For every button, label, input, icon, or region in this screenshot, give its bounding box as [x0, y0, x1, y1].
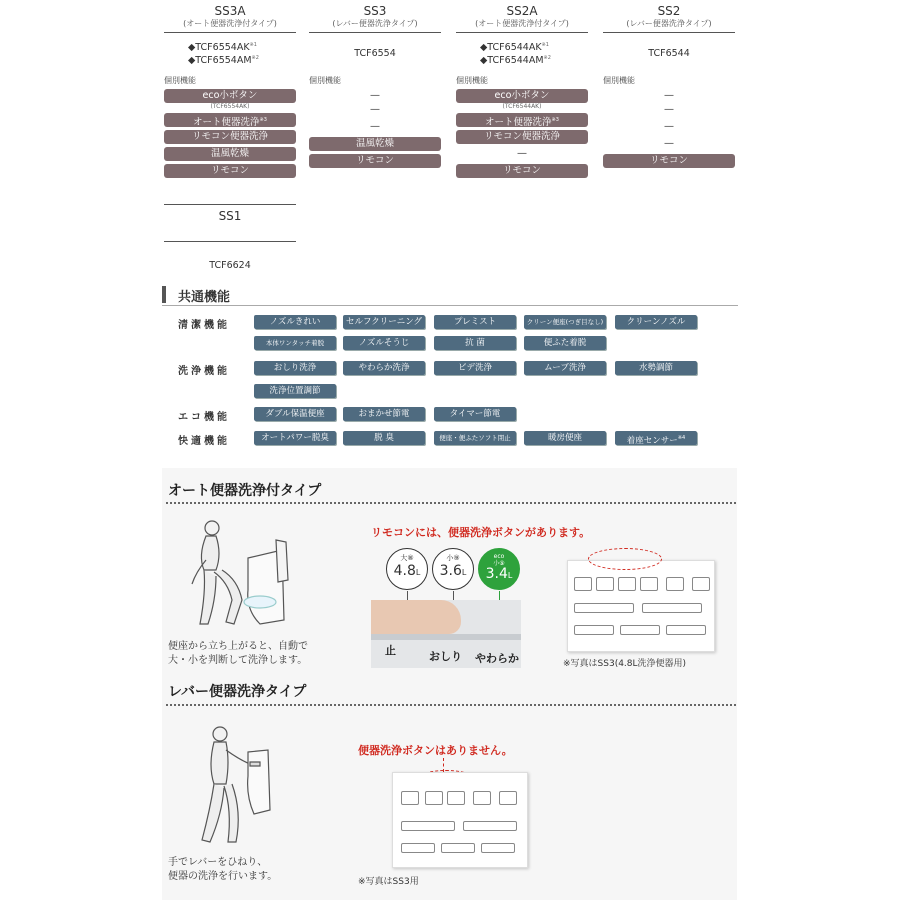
feature-tag: クリーンノズル: [615, 315, 697, 329]
feature-pill: [164, 147, 296, 161]
feature-tag: オートパワー脱臭: [254, 431, 336, 445]
feature-tag: ノズルきれい: [254, 315, 336, 329]
feature-pill: [164, 113, 296, 127]
feature-label: 個別機能: [603, 76, 635, 85]
model-code-text: TCF6544: [648, 47, 690, 59]
common-features-header: [162, 284, 738, 306]
footnote-mark: ※1: [249, 41, 257, 48]
feature-tag: セルフクリーニング: [343, 315, 425, 329]
badge-unit: L: [507, 571, 513, 580]
badge-value-number: 3.6: [439, 563, 462, 579]
dotted-divider: [166, 502, 736, 504]
feature-pill: [309, 137, 441, 151]
model-ss3: [309, 4, 441, 171]
model-type: (レバー便器洗浄タイプ): [626, 19, 712, 28]
remote-button: [692, 577, 710, 591]
remote-button: [666, 577, 684, 591]
remote-control-photo: [567, 560, 715, 652]
flush-badge-small: [432, 548, 474, 590]
remote-button: [574, 577, 592, 591]
badge-value: [433, 562, 473, 582]
feature-tag: 便座・便ふたソフト閉止: [434, 431, 516, 445]
remote-button: [574, 625, 614, 635]
feature-pill: [164, 130, 296, 144]
feature-note: (TCF6554AK): [210, 103, 250, 110]
model-ss2a: [456, 4, 588, 181]
badge-caption: [479, 553, 519, 567]
feature-pill: [456, 89, 588, 103]
row-label-eco: エコ機能: [178, 412, 230, 423]
model-codes: [164, 37, 296, 69]
feature-absent: —: [370, 104, 380, 115]
tag-label: 着座センサー: [626, 435, 678, 445]
model-name: SS1: [218, 209, 242, 223]
remote-button: [499, 791, 517, 805]
remote-key-label: おしり: [429, 650, 462, 663]
remote-button: [666, 625, 706, 635]
badge-caption-text: 大: [400, 554, 408, 562]
model-name: SS3: [363, 4, 387, 18]
description-line: 大・小を判断して洗浄します。: [168, 655, 308, 666]
footnote-mark: ※2: [251, 55, 259, 61]
lever-section-title: レバー便器洗浄タイプ: [168, 684, 307, 700]
model-code: [603, 48, 735, 59]
person-standing-toilet-illustration: [186, 520, 296, 632]
row-label-washing: 洗浄機能: [178, 366, 230, 377]
feature-pill: [456, 164, 588, 178]
model-ss2: [603, 4, 735, 171]
badge-caption-sub: 小⑨: [493, 560, 505, 567]
model-type: (オート便器洗浄付タイプ): [475, 19, 569, 28]
model-code: [188, 53, 259, 66]
model-name: SS2: [657, 4, 681, 18]
remote-button: [574, 603, 634, 613]
remote-button: [441, 843, 475, 853]
auto-description: [168, 640, 308, 668]
model-type: (レバー便器洗浄タイプ): [332, 19, 418, 28]
model-code-text: ◆TCF6544AM: [480, 55, 544, 67]
remote-button: [620, 625, 660, 635]
remote-key-label: 止: [385, 644, 396, 657]
model-name: SS3A: [214, 4, 246, 18]
auto-red-callout: リモコンには、便器洗浄ボタンがあります。: [371, 526, 591, 539]
model-codes: [603, 37, 735, 69]
feature-tag: おまかせ節電: [343, 407, 425, 421]
badge-caption-text: eco: [493, 553, 505, 560]
feature-tag: やわらか洗浄: [343, 361, 425, 375]
lever-description: [168, 856, 277, 884]
feature-absent: —: [370, 121, 380, 132]
model-codes: [309, 37, 441, 69]
lever-red-callout: 便器洗浄ボタンはありません。: [358, 744, 513, 757]
badge-caption-mark: ⑨: [453, 554, 460, 562]
divider: [456, 32, 588, 33]
header-bar: [162, 286, 166, 303]
badge-unit: L: [461, 568, 467, 577]
row-label-cleanliness: 清潔機能: [178, 320, 230, 331]
feature-pill-label: オート便器洗浄: [193, 117, 260, 129]
feature-label: 個別機能: [164, 76, 196, 85]
feature-tag: 脱 臭: [343, 431, 425, 445]
feature-pill-label: リモコン: [210, 165, 249, 176]
divider: [309, 32, 441, 33]
feature-pill: [603, 154, 735, 168]
footnote-mark: ※2: [543, 55, 551, 61]
model-code-text: TCF6554: [354, 47, 396, 59]
remote-button: [618, 577, 636, 591]
flush-badge-eco: [478, 548, 520, 590]
description-line: 便座から立ち上がると、自動で: [168, 641, 308, 652]
description-line: 便器の洗浄を行います。: [168, 871, 278, 882]
feature-pill-label: リモコン便器洗浄: [191, 131, 268, 142]
badge-value: [479, 567, 519, 583]
common-features-title: 共通機能: [178, 290, 231, 305]
model-codes: [456, 37, 588, 69]
finger-shape: [371, 600, 461, 634]
feature-tag: ムーブ洗浄: [524, 361, 606, 375]
feature-tag: 暖房便座: [524, 431, 606, 445]
remote-button: [596, 577, 614, 591]
feature-absent: —: [664, 121, 674, 132]
description-line: 手でレバーをひねり、: [168, 857, 268, 868]
model-code: [480, 40, 549, 53]
feature-tag: 洗浄位置調節: [254, 384, 336, 398]
feature-tag: ビデ洗浄: [434, 361, 516, 375]
feature-pill-label: eco小ボタン: [202, 90, 258, 101]
footnote-mark: ※1: [541, 41, 549, 48]
tag-footnote-mark: ※4: [677, 435, 686, 441]
model-code: [480, 53, 551, 66]
remote-button: [425, 791, 443, 805]
remote-button: [401, 821, 455, 831]
badge-value-number: 3.4: [485, 566, 508, 582]
badge-caption-mark: ⑧: [407, 554, 414, 562]
feature-tag: タイマー節電: [434, 407, 516, 421]
feature-tag: ノズルそうじ: [343, 336, 425, 350]
feature-absent: —: [517, 148, 527, 159]
feature-label: 個別機能: [309, 76, 341, 85]
model-code-text: ◆TCF6544AK: [480, 42, 542, 53]
badge-value: [387, 562, 427, 582]
feature-pill-label: 温風乾燥: [355, 138, 394, 149]
feature-pill-label: リモコン: [649, 155, 688, 166]
feature-note: (TCF6544AK): [502, 103, 542, 110]
person-lever-toilet-illustration: [188, 726, 278, 846]
feature-pill-label: リモコン: [355, 155, 394, 166]
button-row-shade: [371, 634, 521, 640]
feature-pill: [164, 164, 296, 178]
badge-caption: [433, 554, 473, 562]
highlight-oval: [588, 548, 662, 570]
model-code: [309, 48, 441, 59]
row-label-comfort: 快適機能: [178, 436, 230, 447]
remote-button: [473, 791, 491, 805]
feature-pill-label: eco小ボタン: [494, 90, 550, 101]
feature-label: 個別機能: [456, 76, 488, 85]
model-name: SS2A: [506, 4, 538, 18]
feature-pill-label: リモコン便器洗浄: [483, 131, 560, 142]
model-type: (オート便器洗浄付タイプ): [183, 19, 277, 28]
model-code-text: ◆TCF6554AK: [188, 42, 250, 53]
feature-tag: 便ふた着脱: [524, 336, 606, 350]
divider: [164, 241, 296, 242]
auto-photo-note: ※写真はSS3(4.8L洗浄便器用): [563, 659, 687, 669]
badge-caption-text: 小: [446, 554, 454, 562]
badge-unit: L: [415, 568, 421, 577]
model-ss1: [164, 204, 296, 274]
feature-pill-label: 温風乾燥: [210, 148, 249, 159]
feature-pill: [309, 154, 441, 168]
feature-tag: ダブル保温便座: [254, 407, 336, 421]
feature-absent: —: [370, 90, 380, 101]
model-code-text: ◆TCF6554AM: [188, 55, 252, 67]
feature-pill: [456, 113, 588, 127]
badge-value-number: 4.8: [393, 563, 416, 579]
remote-control-photo: [392, 772, 528, 868]
model-code: TCF6624: [209, 259, 251, 271]
feature-tag: 本体ワンタッチ着脱: [254, 336, 336, 350]
remote-button: [401, 791, 419, 805]
feature-absent: —: [664, 104, 674, 115]
divider: [164, 204, 296, 205]
feature-tag: クリーン便座(つぎ目なし): [524, 315, 606, 329]
badge-caption: [387, 554, 427, 562]
remote-button: [463, 821, 517, 831]
remote-key-label: やわらか: [475, 652, 519, 665]
divider: [603, 32, 735, 33]
dotted-divider: [166, 704, 736, 706]
feature-tag: [615, 431, 697, 445]
remote-button: [481, 843, 515, 853]
divider: [164, 32, 296, 33]
feature-pill-label: オート便器洗浄: [485, 117, 552, 129]
model-code: [188, 40, 257, 53]
feature-pill: [164, 89, 296, 103]
feature-absent: —: [664, 90, 674, 101]
footnote-mark: ※3: [259, 117, 267, 123]
auto-section-title: オート便器洗浄付タイプ: [168, 483, 322, 499]
feature-absent: —: [664, 138, 674, 149]
remote-button: [447, 791, 465, 805]
feature-tag: 水勢調節: [615, 361, 697, 375]
remote-button: [640, 577, 658, 591]
remote-closeup-photo: [371, 600, 521, 668]
lever-photo-note: ※写真はSS3用: [358, 877, 419, 887]
flush-badge-large: [386, 548, 428, 590]
feature-tag: おしり洗浄: [254, 361, 336, 375]
feature-pill-label: リモコン: [502, 165, 541, 176]
footnote-mark: ※3: [551, 117, 559, 123]
feature-tag: プレミスト: [434, 315, 516, 329]
model-ss3a: [164, 4, 296, 181]
remote-button: [401, 843, 435, 853]
feature-pill: [456, 130, 588, 144]
remote-button: [642, 603, 702, 613]
feature-tag: 抗 菌: [434, 336, 516, 350]
